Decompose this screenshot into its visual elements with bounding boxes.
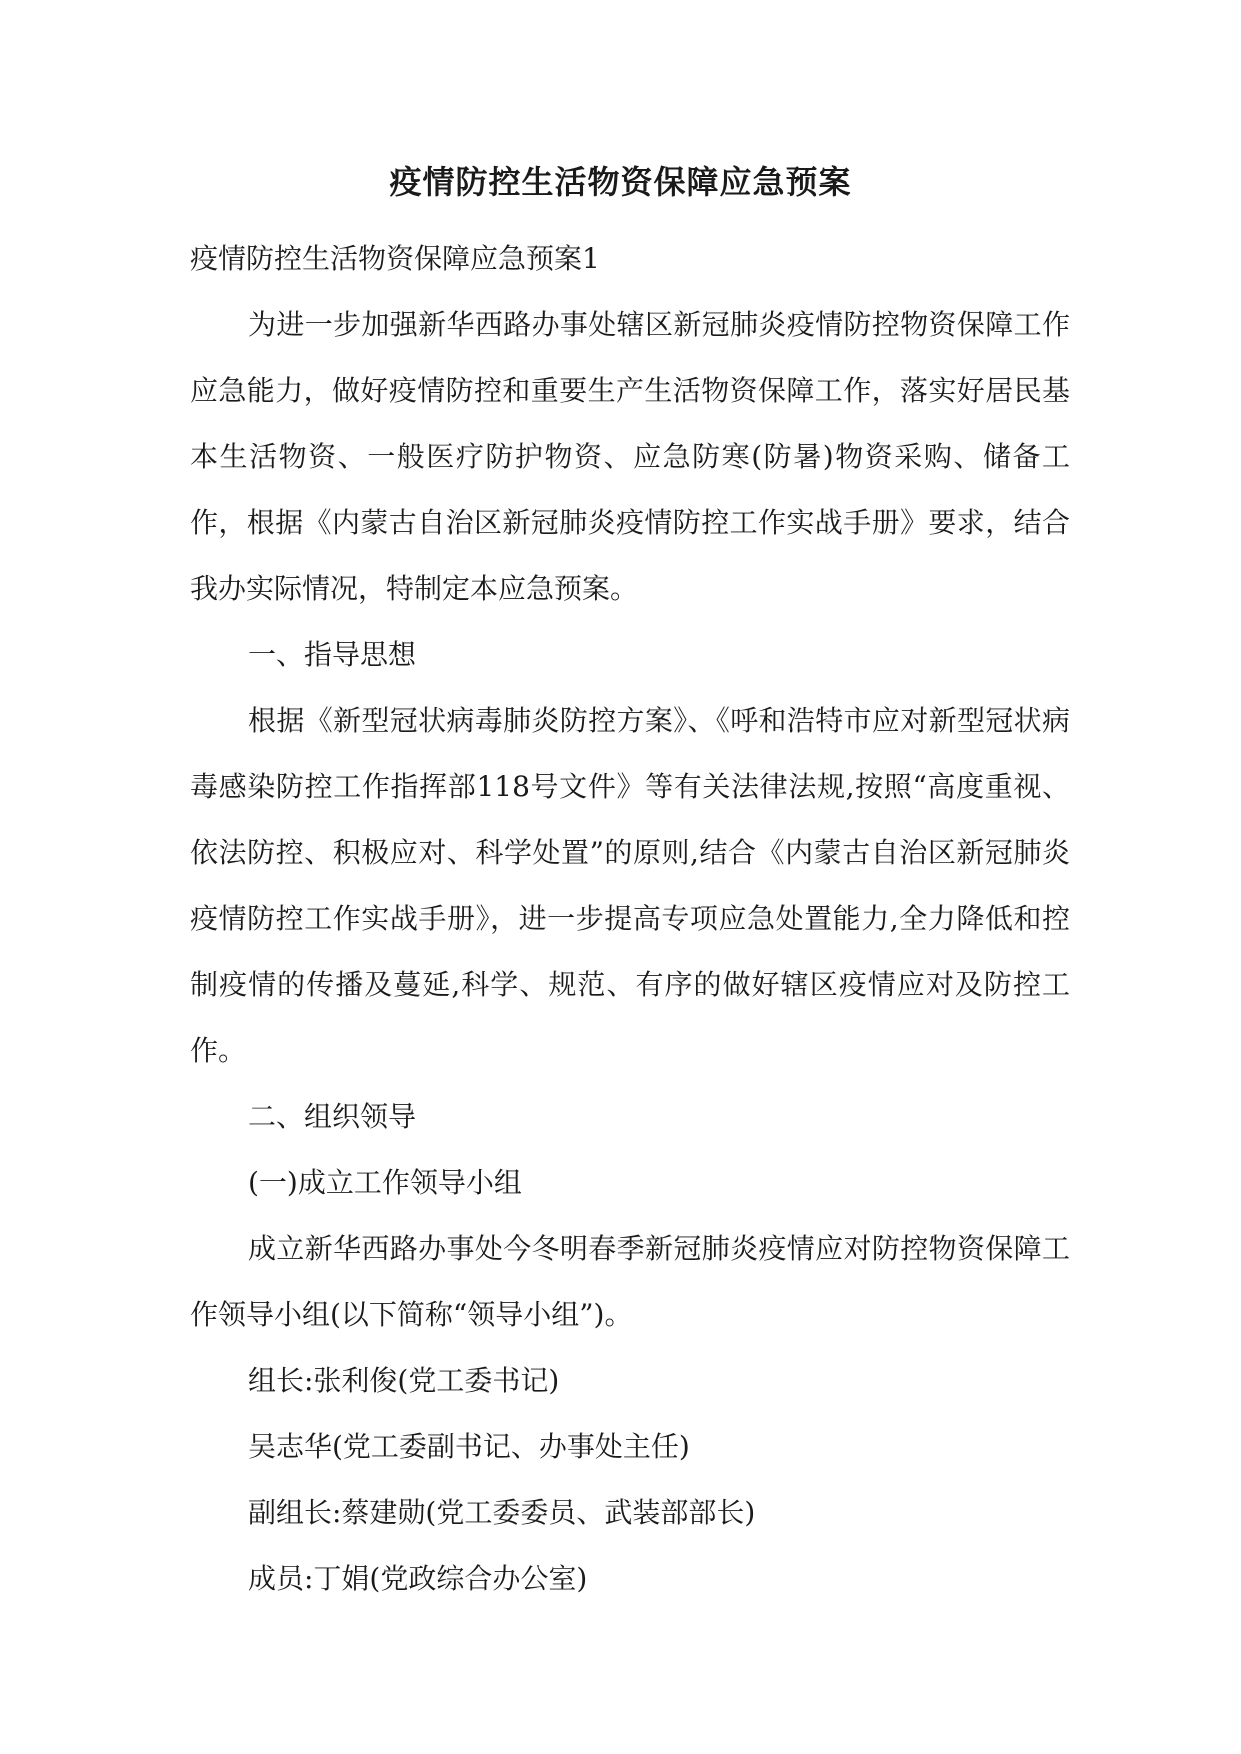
heading-guiding-ideology: 一、指导思想 — [248, 638, 417, 671]
member-deputy-leader: 副组长:蔡建勋(党工委委员、武装部部长) — [248, 1496, 756, 1529]
subheading-leading-group: (一)成立工作领导小组 — [248, 1166, 522, 1199]
member-group-leader: 组长:张利俊(党工委书记) — [248, 1364, 560, 1397]
paragraph-guiding-ideology: 根据《新型冠状病毒肺炎防控方案》、《呼和浩特市应对新型冠状病毒感染防控工作指挥部118号文件》等有关法律法规,按照“高度重视、依法防控、积极应对、科学处置”的原则,结合《内蒙古自治区新冠肺炎疫情防控工作实战手册》，进一步提高专项应急处置能力,全力降低和控制疫情的传播及蔓延,科学、规范、有序的做好辖区疫情应对及防控工作。 — [190, 704, 1070, 1067]
heading-organization: 二、组织领导 — [248, 1100, 417, 1133]
paragraph-purpose: 为进一步加强新华西路办事处辖区新冠肺炎疫情防控物资保障工作应急能力，做好疫情防控和重要生产生活物资保障工作，落实好居民基本生活物资、一般医疗防护物资、应急防寒(防暑)物资采购、储备工作，根据《内蒙古自治区新冠肺炎疫情防控工作实战手册》要求，结合我办实际情况，特制定本应急预案。 — [190, 308, 1070, 605]
member-member: 成员:丁娟(党政综合办公室) — [248, 1562, 588, 1595]
document-subtitle: 疫情防控生活物资保障应急预案1 — [190, 242, 600, 275]
member-group-leader-2: 吴志华(党工委副书记、办事处主任) — [248, 1430, 690, 1463]
paragraph-leading-group: 成立新华西路办事处今冬明春季新冠肺炎疫情应对防控物资保障工作领导小组(以下简称“领导小组”)。 — [190, 1232, 1070, 1331]
document-title: 疫情防控生活物资保障应急预案 — [389, 163, 852, 201]
document-body — [190, 226, 1070, 1612]
